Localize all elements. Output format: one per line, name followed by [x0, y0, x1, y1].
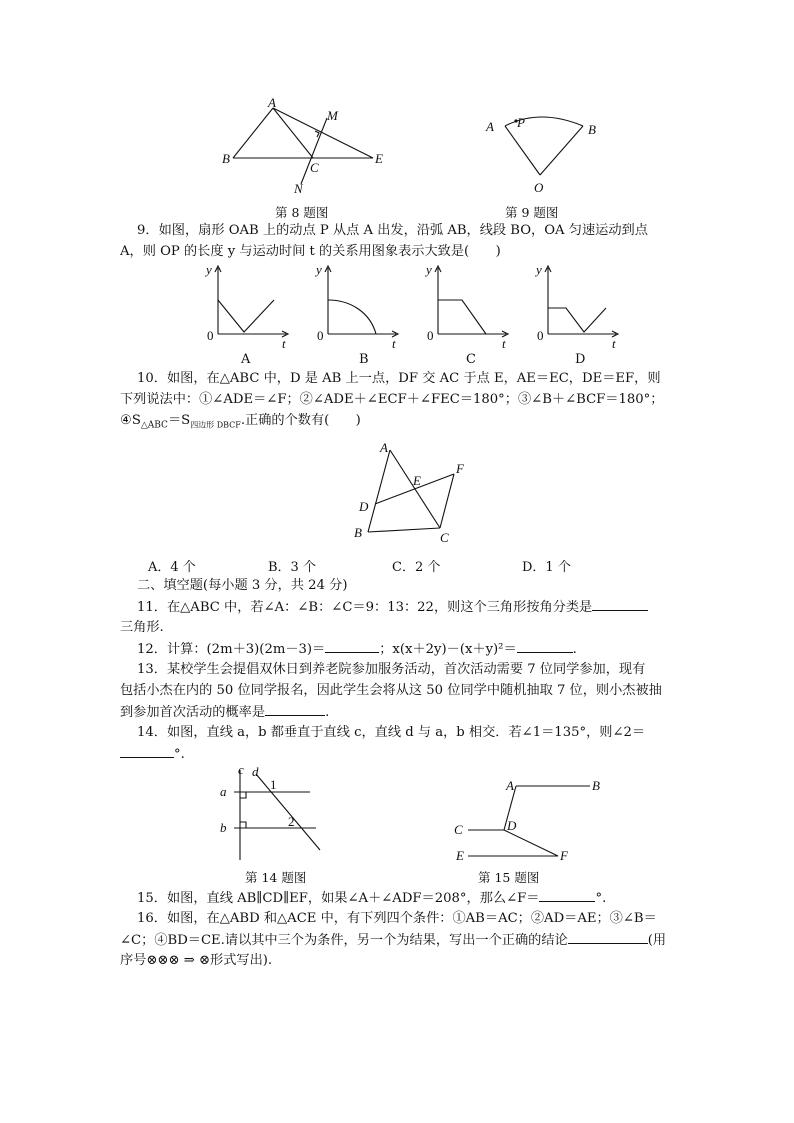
fig15-caption: 第 15 题图	[478, 870, 540, 885]
fig9-label-o: O	[534, 180, 544, 195]
figure-14	[212, 762, 332, 862]
q10-sub-1: △ABC	[140, 420, 168, 431]
q10-option-d[interactable]: D．1 个	[522, 560, 571, 575]
fig14-angle-1: 1	[270, 777, 277, 792]
graph-d-y: y	[536, 262, 542, 277]
fig8-caption: 第 8 题图	[275, 205, 329, 220]
q13-end: .	[325, 705, 330, 720]
segment-ae	[273, 108, 373, 158]
q14-line-1: 14．如图，直线 a，b 都垂直于直线 c，直线 d 与 a，b 相交．若∠1＝135°，则∠2＝	[137, 725, 646, 740]
q13-line-2: 包括小杰在内的 50 位同学报名，因此学生会将从这 50 位同学中随机抽取 7 位，则小杰被抽	[120, 683, 662, 698]
graph-b-curve	[328, 300, 376, 334]
graph-a-zero: 0	[207, 328, 214, 343]
fig10-label-c: C	[440, 530, 449, 545]
q10-option-a[interactable]: A．4 个	[148, 560, 196, 575]
fig10-label-e: E	[413, 473, 421, 488]
fig9-label-p: P	[517, 115, 525, 130]
graph-a	[200, 262, 295, 348]
fig9-label-a: A	[486, 119, 494, 134]
graph-b-y: y	[316, 262, 322, 277]
q10-option-b[interactable]: B．3 个	[268, 560, 316, 575]
q15-answer-blank[interactable]	[539, 889, 595, 902]
graph-d	[530, 262, 625, 348]
q12-part-3: .	[572, 642, 577, 657]
right-angle-a	[240, 792, 246, 798]
segment-ab	[368, 450, 390, 532]
fig14-caption: 第 14 题图	[245, 870, 307, 885]
fig14-label-d: d	[252, 764, 259, 779]
graph-c	[420, 262, 515, 348]
q11-line-2: 三角形.	[120, 620, 164, 635]
q16-text-2: ∠C；④BD＝CE.请以其中三个为条件，另一个为结果，写出一个正确的结论	[120, 933, 568, 948]
q10-option-c[interactable]: C．2 个	[392, 560, 441, 575]
q12-part-1: 12．计算：(2m＋3)(2m－3)＝	[137, 642, 326, 657]
fig14-angle-2: 2	[288, 814, 295, 829]
q10-sub-2: 四边形 DBCF	[190, 420, 241, 430]
q9-line-2: A，则 OP 的长度 y 与运动时间 t 的关系用图象表示大致是( )	[120, 244, 501, 259]
fig8-label-b: B	[222, 151, 230, 166]
q11-answer-blank[interactable]	[592, 598, 648, 611]
q10-line-3	[120, 412, 361, 435]
q15-text: 15．如图，直线 AB∥CD∥EF，如果∠A＋∠ADF＝208°，那么∠F＝	[137, 891, 540, 906]
graph-c-zero: 0	[427, 328, 434, 343]
graph-label-c: C	[466, 352, 476, 367]
q13-line-1: 13．某校学生会提倡双休日到养老院参加服务活动，首次活动需要 7 位同学参加，现有	[137, 662, 646, 677]
q13-answer-blank[interactable]	[265, 703, 325, 716]
fig14-label-a: a	[220, 784, 227, 799]
q11-line-1	[137, 598, 648, 617]
segment-ob	[540, 126, 583, 175]
fig9-caption: 第 9 题图	[505, 205, 559, 220]
fig8-label-m: M	[327, 108, 338, 123]
q13-line-3	[120, 703, 329, 722]
fig15-label-b: B	[592, 778, 600, 793]
q12-blank-1[interactable]	[325, 640, 379, 653]
q14-answer-blank[interactable]	[120, 745, 174, 758]
fig8-label-e: E	[375, 151, 383, 166]
graph-d-zero: 0	[537, 328, 544, 343]
graph-c-t: t	[502, 336, 506, 348]
fig15-label-d: D	[507, 818, 517, 833]
q11-text: 11．在△ABC 中，若∠A：∠B：∠C＝9：13：22，则这个三角形按角分类是	[137, 600, 593, 615]
q13-text-3: 到参加首次活动的概率是	[120, 705, 266, 720]
graph-a-curve	[218, 300, 274, 332]
segment-bc	[368, 528, 440, 532]
segment-df	[504, 830, 558, 856]
figure-9	[480, 104, 610, 200]
segment-oa	[505, 126, 540, 175]
q12-line	[137, 640, 577, 659]
q10-line-2: 下列说法中：①∠ADE＝∠F；②∠ADE＋∠ECF＋∠FEC＝180°；③∠B＋∠BCF＝180°；	[120, 392, 664, 407]
graph-c-y: y	[426, 262, 432, 277]
q16-answer-blank[interactable]	[568, 931, 648, 944]
right-angle-b	[240, 822, 246, 828]
graph-b	[310, 262, 405, 348]
q12-blank-2[interactable]	[517, 640, 573, 653]
q16-line-3: 序号⊗⊗⊗ ⇒ ⊗形式写出).	[120, 953, 273, 968]
graph-c-curve	[438, 300, 486, 334]
segment-ac	[273, 108, 313, 158]
fig14-label-b: b	[220, 820, 227, 835]
graph-d-curve	[548, 308, 606, 332]
q15-line	[137, 889, 606, 908]
section-2-heading: 二、填空题(每小题 3 分，共 24 分)	[137, 578, 348, 593]
q15-end: °.	[595, 891, 607, 906]
fig15-label-a: A	[506, 778, 514, 793]
q16-end: (用	[647, 933, 667, 948]
fig10-label-a: A	[380, 440, 388, 455]
fig10-label-d: D	[359, 499, 369, 514]
graph-b-zero: 0	[317, 328, 324, 343]
figure-10	[350, 436, 480, 546]
fig15-label-f: F	[560, 848, 568, 863]
right-angle-mark	[315, 131, 319, 137]
q16-line-2	[120, 931, 666, 950]
q14-end: °.	[174, 747, 185, 762]
line-d	[256, 774, 320, 850]
q9-line-1: 9．如图，扇形 OAB 上的动点 P 从点 A 出发，沿弧 AB，线段 BO，OA 匀速运动到点	[137, 223, 648, 238]
graph-b-t: t	[392, 336, 396, 348]
segment-ab	[233, 108, 273, 158]
q10-line-1: 10．如图，在△ABC 中，D 是 AB 上一点，DF 交 AC 于点 E，AE＝EC，DE＝EF，则	[137, 371, 661, 386]
figure-15	[448, 774, 608, 866]
graph-d-t: t	[612, 336, 616, 348]
q10-line-3b: ＝S	[167, 413, 191, 428]
q10-line-3a: ④S	[120, 413, 141, 428]
fig8-label-n: N	[294, 181, 303, 196]
q14-line-2	[120, 745, 185, 764]
fig14-label-c: c	[238, 762, 244, 777]
q10-line-3c: .正确的个数有( )	[240, 413, 361, 428]
fig8-label-a: A	[268, 96, 276, 110]
fig15-label-c: C	[454, 822, 463, 837]
graph-label-b: B	[359, 352, 369, 367]
figure-8	[215, 96, 395, 196]
q12-part-2: ；x(x＋2y)－(x＋y)²＝	[379, 642, 517, 657]
fig9-label-b: B	[588, 122, 596, 137]
q16-line-1: 16．如图，在△ABD 和△ACE 中，有下列四个条件：①AB＝AC；②AD＝AE；③∠B＝	[137, 911, 657, 926]
fig10-label-f: F	[456, 461, 464, 476]
fig8-label-c: C	[310, 160, 319, 175]
graph-label-a: A	[241, 352, 251, 367]
graph-label-d: D	[575, 352, 586, 367]
graph-a-y: y	[206, 262, 212, 277]
fig10-label-b: B	[354, 525, 362, 540]
graph-a-t: t	[282, 336, 286, 348]
fig15-label-e: E	[456, 848, 464, 863]
segment-cf	[440, 474, 454, 528]
